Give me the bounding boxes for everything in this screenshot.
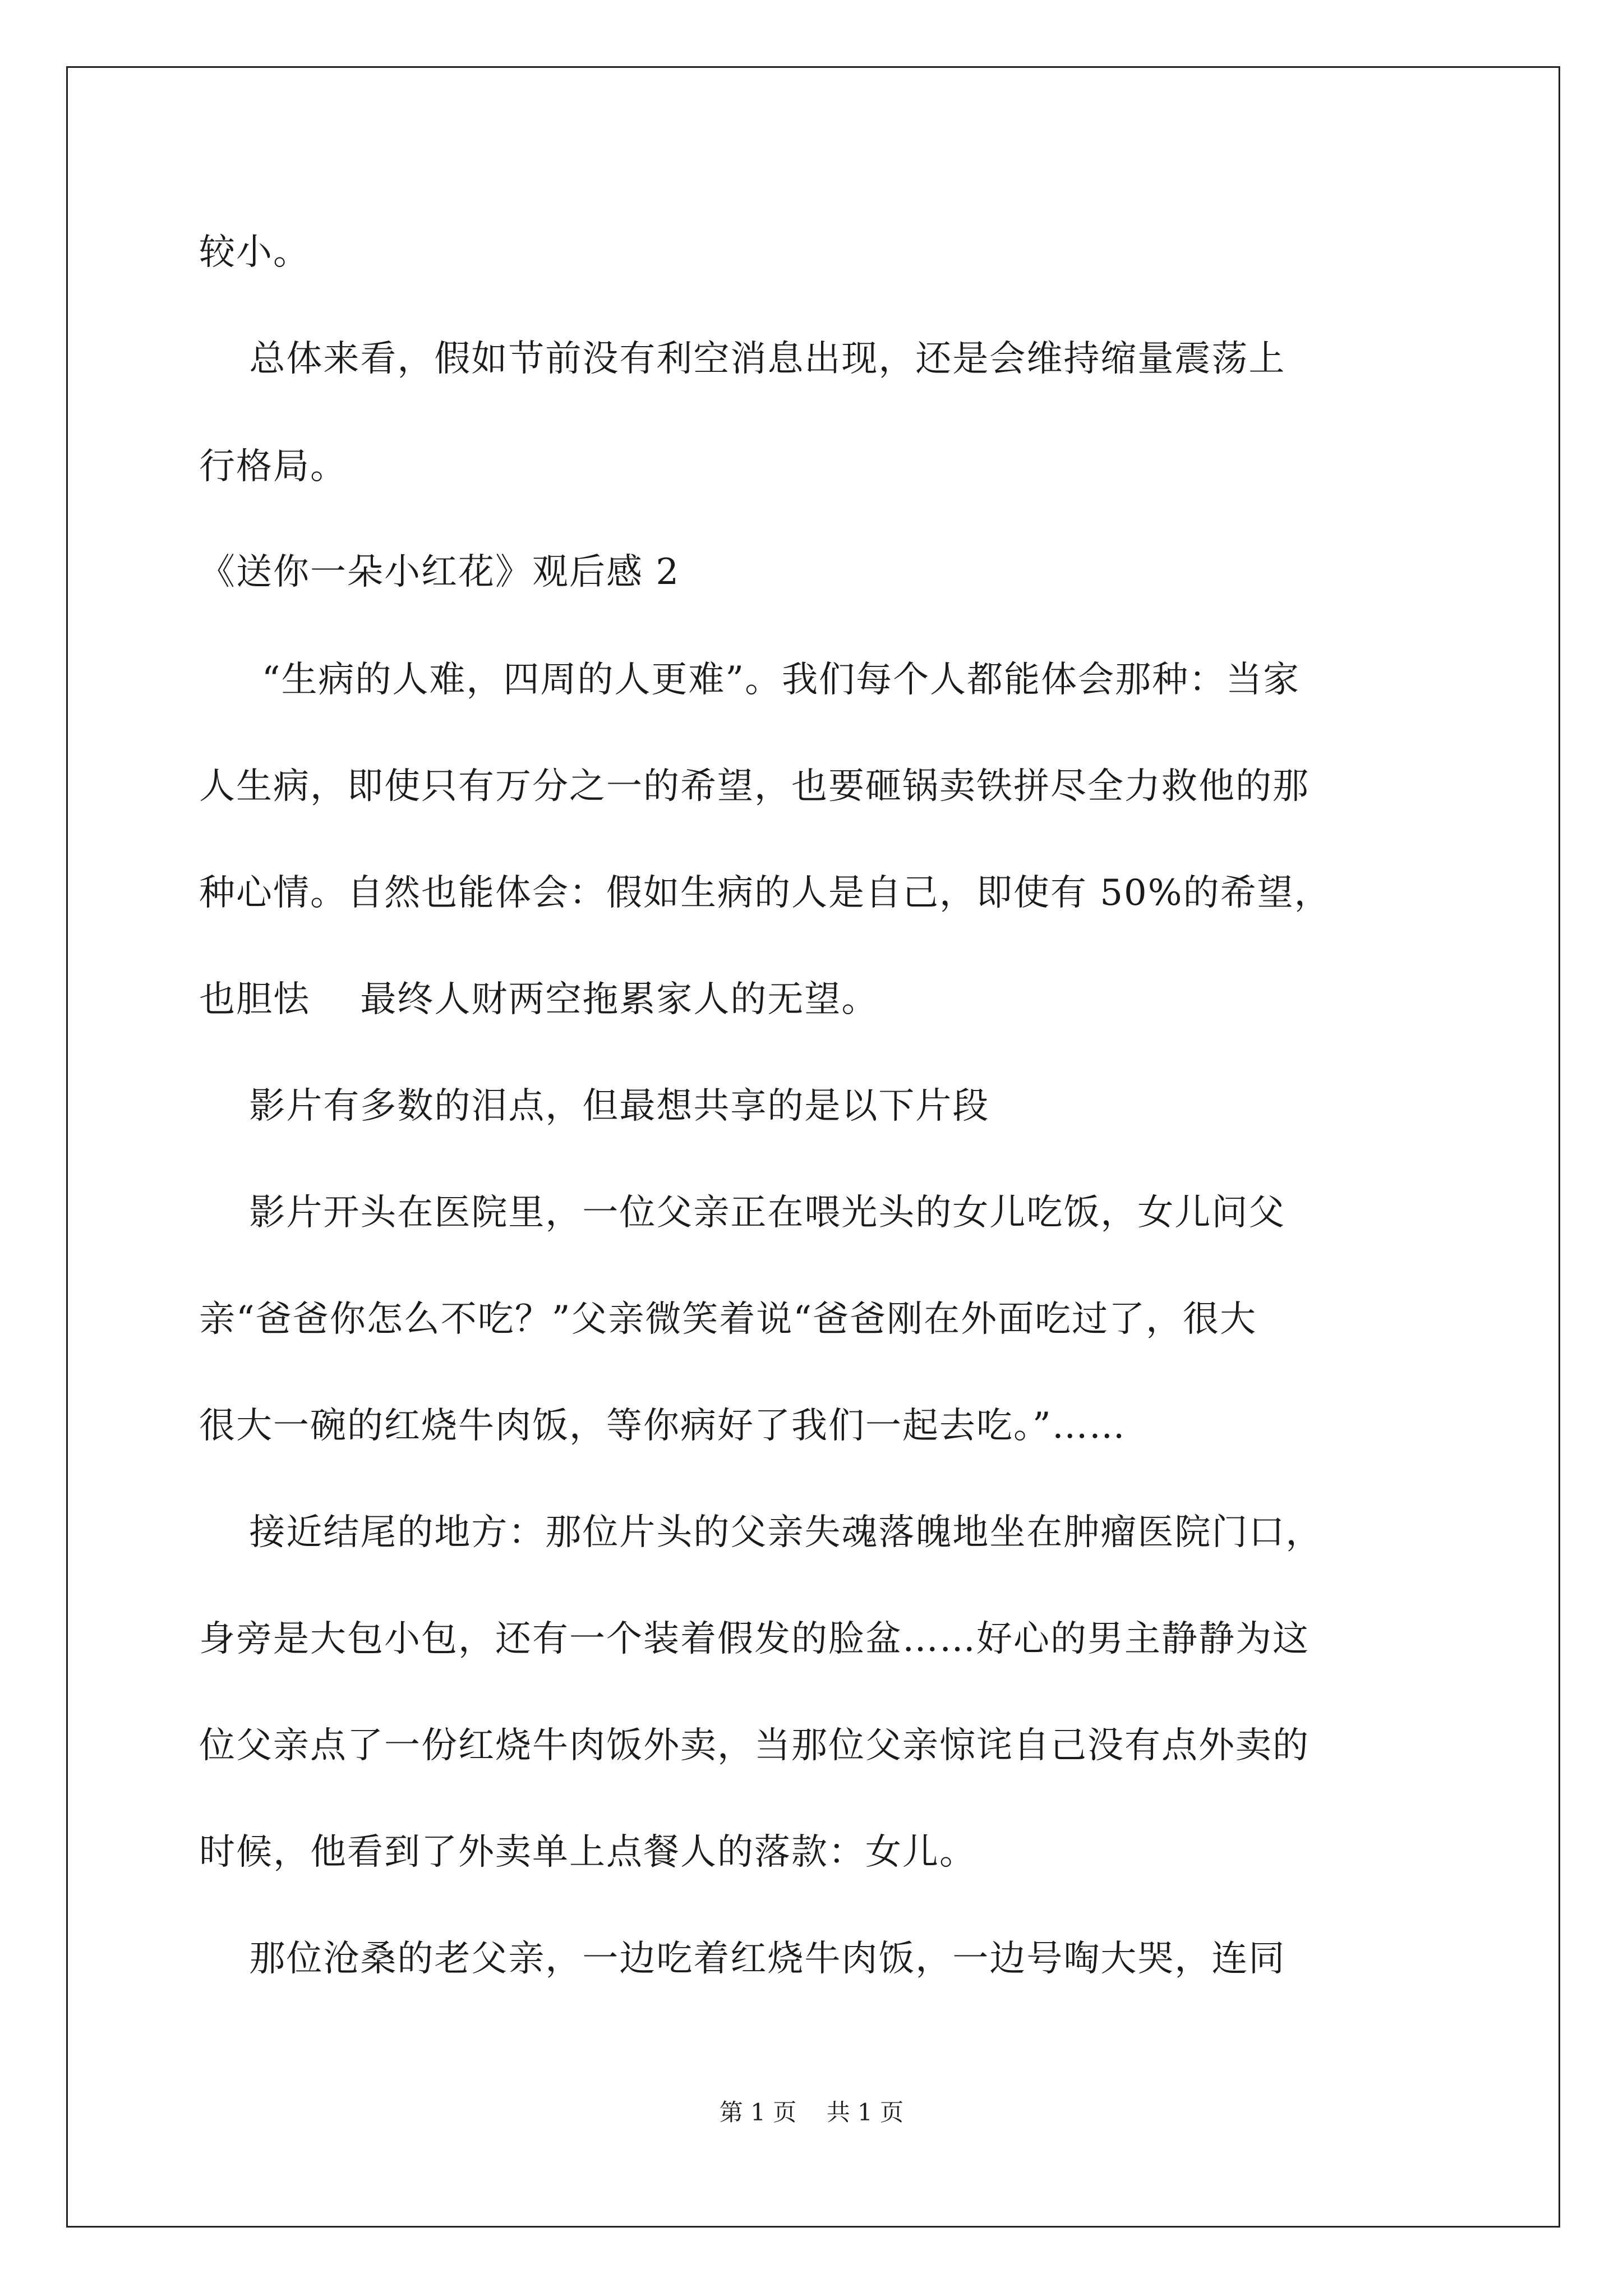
body-text-line: 身旁是大包小包，还有一个装着假发的脸盆……好心的男主静静为这 [199,1618,1310,1660]
page-number-footer: 第 1 页 共 1 页 [719,2099,904,2126]
body-text-line: 总体来看，假如节前没有利空消息出现，还是会维持缩量震荡上 [199,338,1286,380]
body-text-line: 亲“爸爸你怎么不吃？”父亲微笑着说“爸爸刚在外面吃过了，很大 [199,1299,1257,1340]
section-heading: 《送你一朵小红花》观后感 2 [199,551,680,593]
body-text-line: 也胆怯 最终人财两空拖累家人的无望。 [199,979,879,1020]
body-text-line: 接近结尾的地方：那位片头的父亲失魂落魄地坐在肿瘤医院门口， [199,1512,1323,1553]
body-text-line: 种心情。自然也能体会：假如生病的人是自己，即使有 50%的希望， [199,872,1331,914]
body-text-line: 影片开头在医院里，一位父亲正在喂光头的女儿吃饭，女儿问父 [199,1192,1286,1234]
body-text-line: 位父亲点了一份红烧牛肉饭外卖，当那位父亲惊诧自己没有点外卖的 [199,1725,1310,1766]
body-text-line: 那位沧桑的老父亲，一边吃着红烧牛肉饭，一边号啕大哭，连同 [199,1938,1286,1980]
body-text-line: 较小。 [199,232,310,273]
page-border [66,66,1560,2228]
body-text-line: 行格局。 [199,446,347,487]
body-text-line: 影片有多数的泪点，但最想共享的是以下片段 [199,1085,990,1127]
body-text-line: 很大一碗的红烧牛肉饭，等你病好了我们一起去吃。”…… [199,1405,1126,1447]
body-text-line: 人生病，即使只有万分之一的希望，也要砸锅卖铁拼尽全力救他的那 [199,766,1310,807]
body-text-line: 时候，他看到了外卖单上点餐人的落款：女儿。 [199,1832,976,1873]
body-text-line: “生病的人难，四周的人更难”。我们每个人都能体会那种：当家 [199,659,1301,701]
